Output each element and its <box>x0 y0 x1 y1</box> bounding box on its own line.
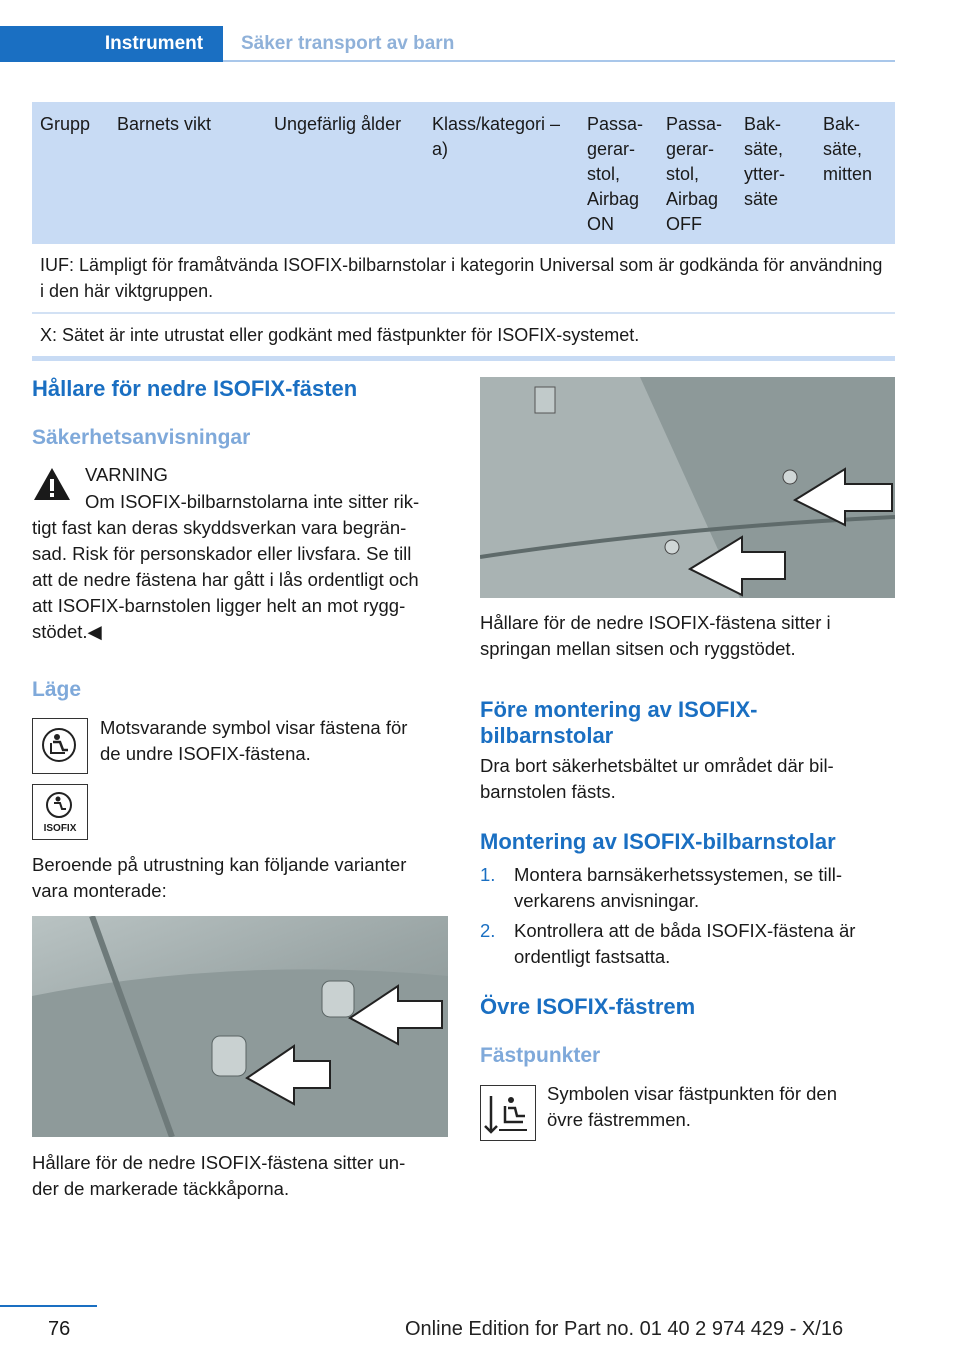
heading-mounting: Montering av ISOFIX-bilbarnstolar <box>480 829 836 854</box>
heading-position: Läge <box>32 678 82 701</box>
seat-gap-photo <box>480 377 895 598</box>
isofix-seat-symbol-icon <box>32 718 88 774</box>
col-header-vikt: Barnets vikt <box>117 114 212 134</box>
heading-safety: Säkerhetsanvisningar <box>32 426 251 449</box>
isofix-symbol-label: ISOFIX <box>43 823 77 834</box>
warning-body: tigt fast kan deras skyddsverkan vara begrän- sad. Risk för personskador eller livsfara. Se till att de nedre fästena har gått i lås ordentligt och att ISOFIX-barnstolen ligger helt an mot rygg- stödet.◀ <box>32 517 419 642</box>
anchor-description: Symbolen visar fästpunkten för den övre fästremmen. <box>547 1083 837 1130</box>
before-text: Dra bort säkerhetsbältet ur området där bil- barnstolen fästs. <box>480 755 834 802</box>
col-header-baksate-mitten: Bak- säte, mitten <box>823 114 873 184</box>
heading-lower-isofix: Hållare för nedre ISOFIX-fästen <box>32 376 358 401</box>
heading-upper-isofix: Övre ISOFIX-fästrem <box>480 994 696 1019</box>
step-1-text: Montera barnsäkerhetssystemen, se till- verkarens anvisningar. <box>514 864 842 911</box>
col-header-airbag-off: Passa- gerar- stol, Airbag OFF <box>666 114 723 234</box>
symbol-description: Motsvarande symbol visar fästena för de undre ISOFIX-fästena. <box>100 717 408 764</box>
header-divider <box>223 60 895 62</box>
col-header-baksate-ytter: Bak- säte, ytter- säte <box>744 114 786 209</box>
left-photo-caption: Hållare för de nedre ISOFIX-fästena sitter un- der de markerade täckkåporna. <box>32 1152 406 1199</box>
edition-info: Online Edition for Part no. 01 40 2 974 429 - X/16 <box>405 1318 844 1340</box>
col-header-klass: Klass/kategori – a) <box>432 114 561 159</box>
table-header-row <box>32 102 895 244</box>
col-header-airbag-on: Passa- gerar- stol, Airbag ON <box>587 114 644 234</box>
step-1-number: 1. <box>480 864 496 885</box>
header-accent-bar <box>0 26 85 62</box>
seat-cover-caps-photo <box>32 916 448 1137</box>
table-note-iuf: IUF: Lämpligt för framåtvända ISOFIX-bilbarnstolar i kategorin Universal som är godkända för användning i den här viktgruppen. <box>32 244 895 314</box>
top-tether-symbol-icon <box>480 1085 536 1141</box>
right-photo-caption: Hållare för de nedre ISOFIX-fästena sitter i springan mellan sitsen och ryggstödet. <box>480 612 831 659</box>
warning-body-first: Om ISOFIX-bilbarnstolarna inte sitter rik- <box>85 491 420 512</box>
step-2-text: Kontrollera att de båda ISOFIX-fästena är ordentligt fastsatta. <box>514 920 856 967</box>
heading-before-mounting: Före montering av ISOFIX- bilbarnstolar <box>480 697 758 748</box>
variants-text: Beroende på utrustning kan följande varianter vara monterade: <box>32 854 407 901</box>
header-tab-instrument[interactable]: Instrument <box>85 26 223 62</box>
col-header-grupp: Grupp <box>40 114 91 134</box>
warning-title: VARNING <box>85 464 168 485</box>
warning-icon <box>32 466 72 502</box>
header-tab-section[interactable]: Säker transport av barn <box>241 33 455 54</box>
table-note-x: X: Sätet är inte utrustat eller godkänt med fästpunkter för ISOFIX-systemet. <box>40 325 640 345</box>
isofix-table <box>32 102 895 361</box>
step-2-number: 2. <box>480 920 496 941</box>
table-bottom-rule <box>32 356 895 361</box>
heading-anchor-points: Fästpunkter <box>480 1044 601 1067</box>
isofix-labeled-symbol-icon <box>32 784 88 840</box>
footer-accent-line <box>0 1305 97 1307</box>
col-header-alder: Ungefärlig ålder <box>274 114 402 134</box>
page-number: 76 <box>48 1318 71 1340</box>
